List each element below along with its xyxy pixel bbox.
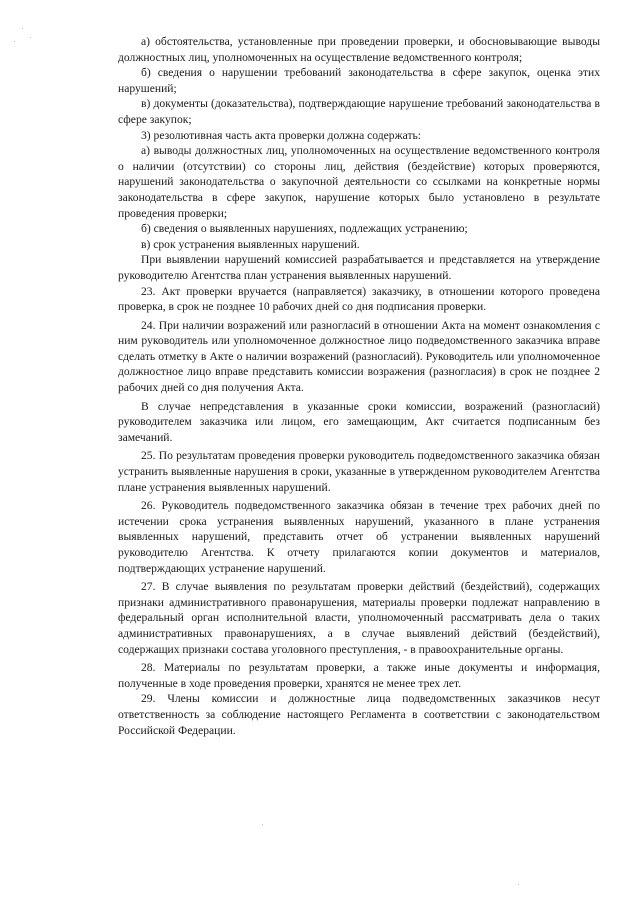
scan-speck	[262, 824, 263, 825]
paragraph-item-24: 24. При наличии возражений или разногласий в отношении Акта на момент ознакомления с ним руководитель или уполномоченное должностное лицо подведомственного заказчика вправе сделать отметку в Акте о наличии возражений (разногласий). Руководитель или уполномоченное должностное лицо вправе представить комиссии возражения (разногласия) в срок не позднее 2 рабочих дней со дня получения Акта.	[118, 318, 600, 395]
document-page	[118, 34, 600, 738]
scan-speck	[518, 884, 519, 885]
paragraph-no-objections: В случае непредставления в указанные сроки комиссии, возражений (разногласий) руководителем заказчика или лицом, его замещающим, Акт считается подписанным без замечаний.	[118, 399, 600, 444]
paragraph-conclusions: а) выводы должностных лиц, уполномоченных на осуществление ведомственного контроля о наличии (отсутствии) со стороны лиц, действия (бездействие) которых проверяются, нарушений законодательства о закупочной деятельности со ссылками на конкретные нормы законодательства в сфере закупок, нарушение которых было установлено в результате проведения проверки;	[118, 144, 600, 220]
paragraph-item-27: 27. В случае выявления по результатам проверки действий (бездействий), содержащих признаки административного правонарушения, материалы проверки подлежат направлению в федеральный орган исполнительной власти, уполномоченный рассматривать дела о таких административных правонарушениях, а в случае выявлений действий (бездействий), содержащих признаки состава уголовного преступления, - в правоохранительные органы.	[118, 580, 600, 656]
paragraph-item-23: 23. Акт проверки вручается (направляется) заказчику, в отношении которого проведена проверка, в срок не позднее 10 рабочих дней со дня подписания проверки.	[118, 284, 600, 314]
paragraph-item-28: 28. Материалы по результатам проверки, а также иные документы и информация, полученные в ходе проведения проверки, хранятся не менее трех лет.	[118, 661, 600, 690]
paragraph-circumstances: а) обстоятельства, установленные при проведении проверки, и обосновывающие выводы должностных лиц, уполномоченных на осуществление ведомственного контроля;	[118, 35, 600, 64]
scan-speck	[22, 28, 23, 29]
paragraph-remediation-plan: При выявлении нарушений комиссией разрабатывается и представляется на утверждение руководителю Агентства план устранения выявленных нарушений.	[118, 253, 600, 282]
paragraph-violation-info: б) сведения о нарушении требований законодательства в сфере закупок, оценка этих нарушений;	[118, 66, 600, 95]
scan-speck	[30, 37, 31, 38]
paragraph-evidence: в) документы (доказательства), подтверждающие нарушение требований законодательства в сфере закупок;	[118, 97, 600, 126]
paragraph-item-26: 26. Руководитель подведомственного заказчика обязан в течение трех рабочих дней по истечении срока устранения выявленных нарушений, указанного в плане устранения выявленных нарушений, представить отчет об устранении выявленных нарушений руководителю Агентства. К отчету прилагаются копии документов и материалов, подтверждающих устранение нарушений.	[118, 499, 600, 575]
scan-speck	[14, 41, 15, 42]
paragraph-resolution-heading: 3) резолютивная часть акта проверки должна содержать:	[141, 128, 422, 142]
paragraph-fix-deadline: в) срок устранения выявленных нарушений.	[141, 237, 360, 251]
paragraph-violations-to-fix: б) сведения о выявленных нарушениях, подлежащих устранению;	[141, 222, 468, 236]
paragraph-item-29: 29. Члены комиссии и должностные лица подведомственных заказчиков несут ответственность за соблюдение настоящего Регламента в соответствии с законодательством Российской Федерации.	[118, 692, 600, 737]
paragraph-item-25: 25. По результатам проведения проверки руководитель подведомственного заказчика обязан устранить выявленные нарушения в сроки, указанные в утвержденном руководителем Агентства плане устранения выявленных нарушений.	[118, 449, 600, 494]
